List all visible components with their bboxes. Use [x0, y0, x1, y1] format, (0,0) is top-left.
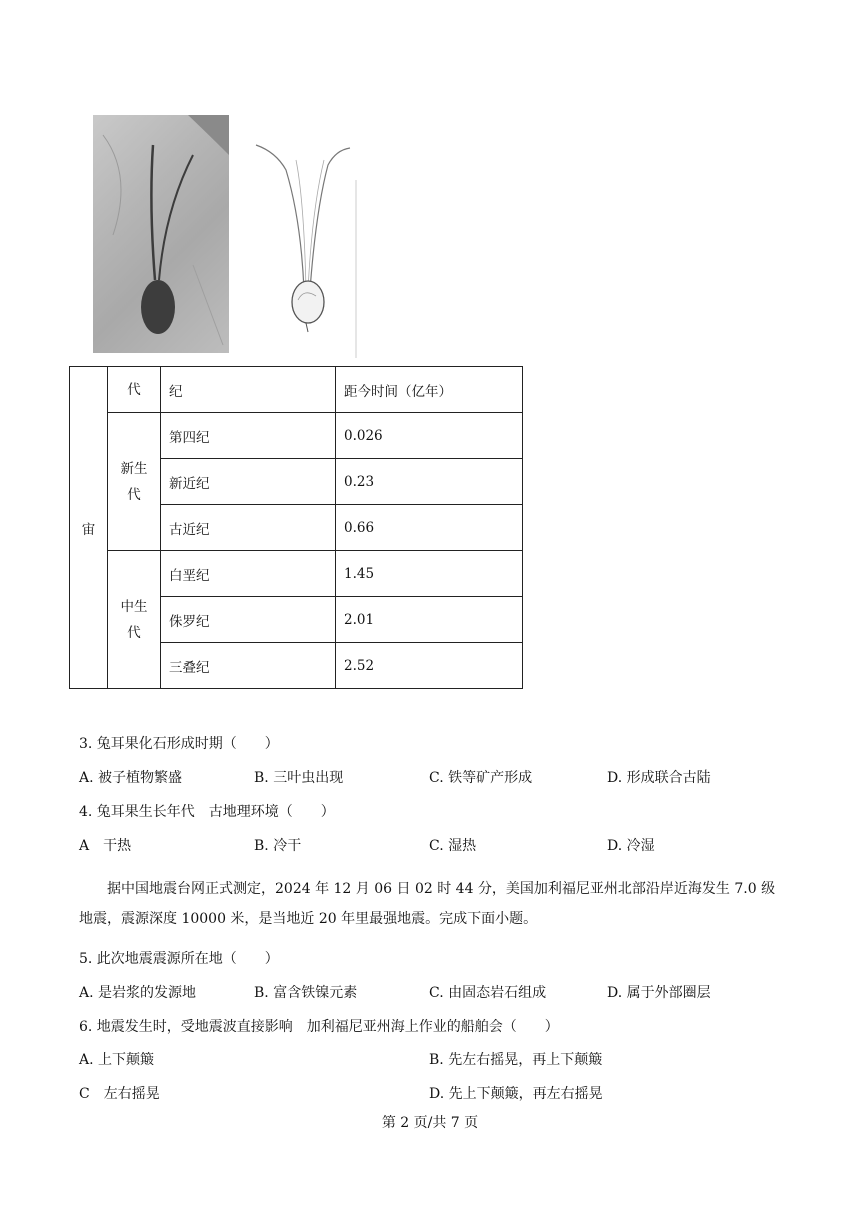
q4-option-a[interactable]: A 干热	[79, 838, 132, 854]
page-number: 第 2 页/共 7 页	[381, 1115, 479, 1131]
time-cell: 0.23	[336, 459, 523, 505]
eon-cell: 宙	[70, 367, 108, 689]
q5-option-c[interactable]: C. 由固态岩石组成	[429, 985, 547, 1001]
question-3-stem: 3. 兔耳果化石形成时期（ ）	[79, 736, 279, 752]
period-cell: 白垩纪	[161, 551, 336, 597]
time-cell: 2.01	[336, 597, 523, 643]
q4-option-d[interactable]: D. 冷湿	[607, 838, 655, 854]
q3-option-b[interactable]: B. 三叶虫出现	[254, 770, 344, 786]
time-cell: 1.45	[336, 551, 523, 597]
q3-option-c[interactable]: C. 铁等矿产形成	[429, 770, 533, 786]
question-5-stem: 5. 此次地震震源所在地（ ）	[79, 951, 279, 967]
period-cell: 第四纪	[161, 413, 336, 459]
fossil-photo	[93, 115, 229, 353]
time-cell: 0.026	[336, 413, 523, 459]
table-row	[70, 413, 523, 459]
q6-option-a[interactable]: A. 上下颠簸	[79, 1052, 155, 1068]
q3-option-d[interactable]: D. 形成联合古陆	[607, 770, 711, 786]
era-cenozoic: 新生代	[108, 413, 161, 551]
time-cell: 2.52	[336, 643, 523, 689]
q6-option-c[interactable]: C 左右摇晃	[79, 1086, 160, 1102]
q4-option-c[interactable]: C. 湿热	[429, 838, 477, 854]
era-mesozoic: 中生代	[108, 551, 161, 689]
q6-option-b[interactable]: B. 先左右摇晃，再上下颠簸	[429, 1052, 603, 1068]
fruit-drawing	[246, 140, 358, 358]
question-6-stem: 6. 地震发生时，受地震波直接影响 加利福尼亚州海上作业的船舶会（ ）	[79, 1019, 559, 1035]
q4-option-b[interactable]: B. 冷干	[254, 838, 302, 854]
header-time: 距今时间（亿年）	[336, 367, 523, 413]
q3-option-a[interactable]: A. 被子植物繁盛	[79, 770, 183, 786]
q5-option-d[interactable]: D. 属于外部圈层	[607, 985, 711, 1001]
period-cell: 三叠纪	[161, 643, 336, 689]
q5-option-a[interactable]: A. 是岩浆的发源地	[79, 985, 197, 1001]
q5-option-b[interactable]: B. 富含铁镍元素	[254, 985, 358, 1001]
passage-text: 据中国地震台网正式测定，2024 年 12 月 06 日 02 时 44 分，美国加利福尼亚州北部沿岸近海发生 7.0 级地震，震源深度 10000 米，是当地近 20 年里最强地震。完成下面小题。	[79, 881, 776, 927]
period-cell: 新近纪	[161, 459, 336, 505]
period-cell: 侏罗纪	[161, 597, 336, 643]
q6-option-d[interactable]: D. 先上下颠簸，再左右摇晃	[429, 1086, 603, 1102]
header-period: 纪	[161, 367, 336, 413]
geologic-time-table	[69, 366, 523, 689]
table-row	[70, 367, 523, 413]
period-cell: 古近纪	[161, 505, 336, 551]
time-cell: 0.66	[336, 505, 523, 551]
question-4-stem: 4. 兔耳果生长年代 古地理环境（ ）	[79, 804, 335, 820]
header-era: 代	[108, 367, 161, 413]
table-row	[70, 551, 523, 597]
